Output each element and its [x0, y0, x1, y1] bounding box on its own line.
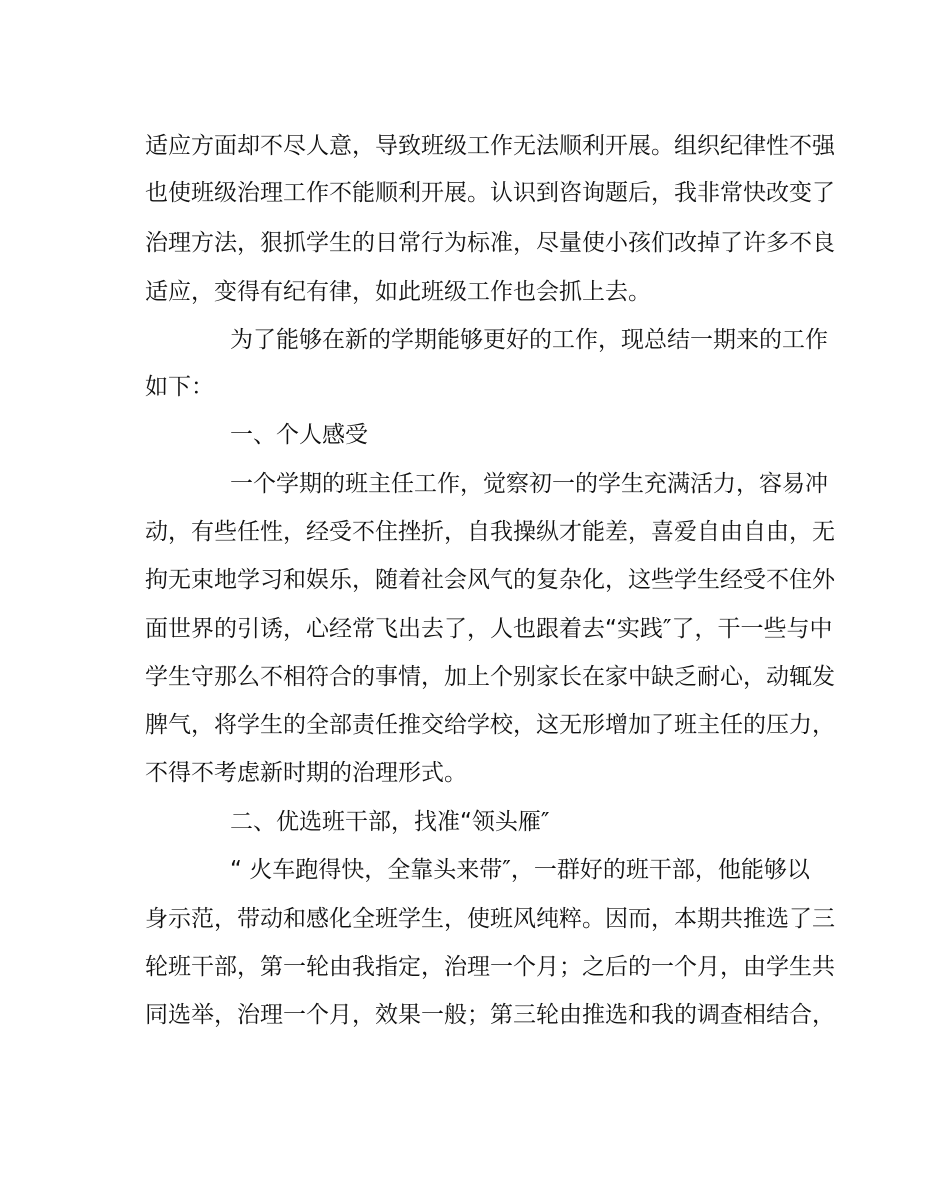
text-line	[0, 268, 950, 316]
text-line	[0, 943, 950, 991]
text-line-content: 适应，变得有纪有律，如此班级工作也会抓上去。	[145, 279, 651, 305]
text-line-content: 治理方法，狠抓学生的日常行为标准，尽量使小孩们改掉了许多不良	[145, 230, 835, 256]
text-line	[0, 895, 950, 943]
text-line-content: 也使班级治理工作不能顺利开展。认识到咨询题后，我非常快改变了	[145, 180, 835, 206]
text-line	[0, 363, 950, 411]
text-line	[0, 508, 950, 556]
text-line-content: 面世界的引诱，心经常飞出去了，人也跟着去“实践″了，干一些与中	[145, 616, 833, 642]
text-line-content: 一、个人感受	[230, 422, 368, 448]
text-line	[0, 219, 950, 267]
text-line-content: “ 火车跑得快，全靠头来带″，一群好的班干部，他能够以	[230, 857, 810, 883]
text-line	[0, 653, 950, 701]
text-line-content: 脾气，将学生的全部责任推交给学校，这无形增加了班主任的压力，	[145, 712, 835, 738]
text-line-content: 同选举，治理一个月，效果一般；第三轮由推选和我的调查相结合，	[145, 1002, 835, 1028]
text-line	[0, 169, 950, 217]
text-line	[0, 749, 950, 797]
text-line	[0, 122, 950, 170]
text-line-content: 如下：	[145, 374, 214, 400]
text-line-content: 为了能够在新的学期能够更好的工作，现总结一期来的工作	[230, 327, 828, 353]
text-line-content: 拘无束地学习和娱乐，随着社会风气的复杂化，这些学生经受不住外	[145, 567, 835, 593]
text-line-content: 一个学期的班主任工作，觉察初一的学生充满活力，容易冲	[230, 471, 828, 497]
text-line	[0, 556, 950, 604]
text-line	[0, 460, 950, 508]
text-line	[0, 846, 950, 894]
text-line-content: 学生守那么不相符合的事情，加上个别家长在家中缺乏耐心，动辄发	[145, 664, 835, 690]
text-line-content: 轮班干部，第一轮由我指定，治理一个月；之后的一个月，由学生共	[145, 954, 835, 980]
section-heading	[0, 798, 950, 846]
text-line-content: 动，有些任性，经受不住挫折，自我操纵才能差，喜爱自由自由，无	[145, 519, 835, 545]
text-line-content: 身示范，带动和感化全班学生，使班风纯粹。因而，本期共推选了三	[145, 906, 835, 932]
text-line	[0, 316, 950, 364]
text-line	[0, 991, 950, 1039]
text-line-content: 不得不考虑新时期的治理形式。	[145, 760, 467, 786]
text-line-content: 二、优选班干部，找准“领头雁″	[230, 809, 550, 835]
text-line-content: 适应方面却不尽人意，导致班级工作无法顺利开展。组织纪律性不强	[145, 133, 835, 159]
text-line	[0, 701, 950, 749]
section-heading	[0, 411, 950, 459]
text-line	[0, 605, 950, 653]
